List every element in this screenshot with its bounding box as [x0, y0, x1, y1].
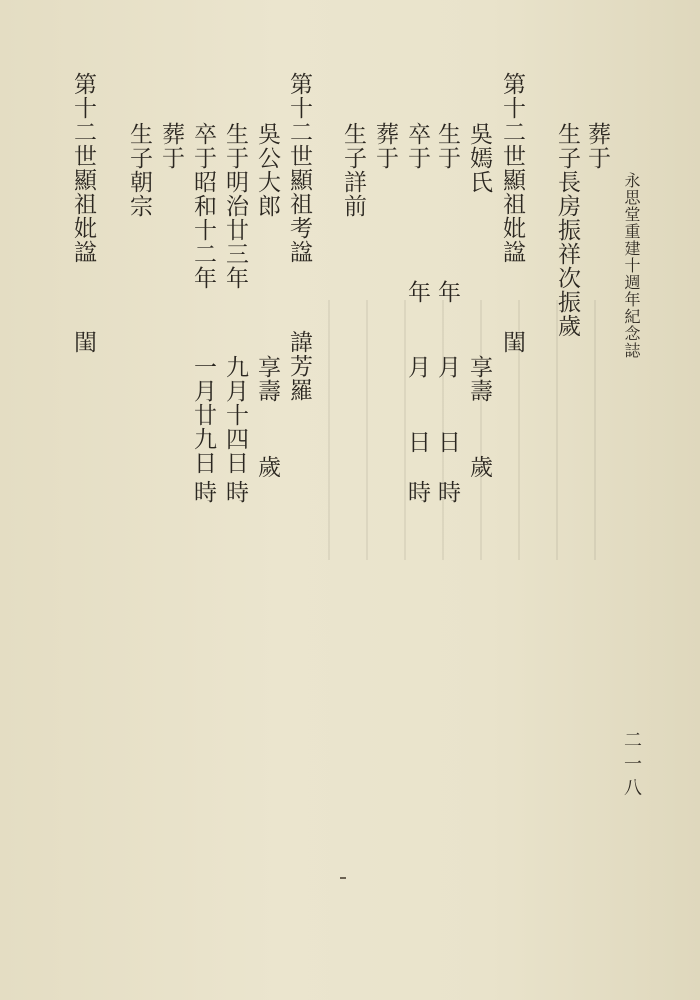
- column-text: 吳嫣氏: [466, 122, 492, 194]
- column-text: 卒于: [404, 122, 430, 170]
- column-text: 月: [434, 355, 460, 379]
- running-header-title: 永思堂重建十週年紀念誌: [622, 172, 641, 359]
- column-text: 葬于: [372, 122, 398, 170]
- column-text: 日: [404, 430, 430, 454]
- column-text: 生子詳前: [340, 122, 366, 218]
- column-text: 時: [404, 480, 430, 504]
- column-text: 九月十四日: [222, 355, 248, 475]
- column-text: 閨: [70, 330, 96, 354]
- column-text: 卒于昭和十二年: [190, 122, 216, 290]
- column-text: 月: [404, 355, 430, 379]
- column-text: 年: [404, 280, 430, 304]
- column-text: 第十二世顯祖妣諡: [70, 72, 96, 264]
- column-text: 生子長房振祥次振歲: [554, 122, 580, 338]
- column-text: 第十二世顯祖考諡: [286, 72, 312, 264]
- column-text: 時: [190, 480, 216, 504]
- column-text: 生于明治廿三年: [222, 122, 248, 290]
- column-text: 諱芳羅: [286, 330, 312, 402]
- page-number: 二一八: [621, 730, 642, 802]
- column-text: 吳公大郎: [254, 122, 280, 218]
- column-text: 第十二世顯祖妣諡: [499, 72, 525, 264]
- column-text: 時: [434, 480, 460, 504]
- column-text: 時: [222, 480, 248, 504]
- column-text: 閨: [499, 330, 525, 354]
- column-text: 葬于: [158, 122, 184, 170]
- column-text: 一月廿九日: [190, 355, 216, 475]
- column-text: 生于: [434, 122, 460, 170]
- column-text: 歲: [254, 455, 280, 479]
- column-text: 年: [434, 280, 460, 304]
- print-speck: [340, 877, 346, 879]
- column-text: 歲: [466, 455, 492, 479]
- column-text: 葬于: [584, 122, 610, 170]
- column-text: 日: [434, 430, 460, 454]
- column-text: 享壽: [254, 355, 280, 403]
- column-text: 享壽: [466, 355, 492, 403]
- column-text: 生子朝宗: [126, 122, 152, 218]
